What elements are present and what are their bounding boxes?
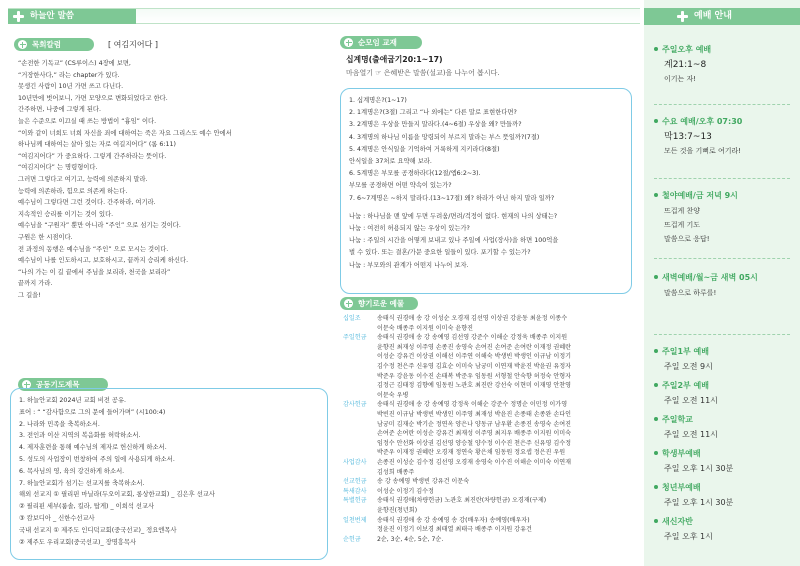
cell-reflection: 벌 수 있다. 또는 결혼/가문 중요한 일들이 있다. 포기할 수 있는가? bbox=[349, 249, 531, 257]
service-title bbox=[654, 448, 792, 460]
prayer-item: 5. 성도의 사업장이 번창하여 주의 일에 사용되게 하소서. bbox=[19, 455, 175, 463]
prayer-item: 7. 하늘안교회가 섬기는 선교지를 축복하소서. bbox=[19, 479, 145, 487]
service-time: 주일 오후 1시 bbox=[664, 531, 713, 541]
offering-row bbox=[343, 535, 443, 545]
prayer-box bbox=[10, 388, 328, 560]
cell-box bbox=[340, 88, 632, 294]
offering-names: 정윤진 이정기 이보경 최태열 최태극 배종주 이지원 강유건 bbox=[377, 526, 532, 534]
service-item bbox=[654, 516, 792, 542]
column-line: 간주하면, 나중에 그렇게 된다. bbox=[18, 106, 102, 114]
offering-names: 김정근 김태정 김향예 임동원 노관호 최진란 강선숙 이현미 이재영 안찬영 bbox=[377, 382, 572, 390]
service-title bbox=[654, 116, 792, 128]
service-scripture: 막13:7~13 bbox=[664, 131, 712, 142]
prayer-item: ② 제주도 우리교회(중국선교)_ 장명흥목사 bbox=[19, 538, 137, 546]
offering-row bbox=[343, 381, 571, 391]
offering-names: 2순, 3순, 4순, 5순, 7순. bbox=[377, 535, 444, 543]
column-line: 그 길을! bbox=[18, 291, 41, 299]
sidebar-divider bbox=[654, 334, 790, 335]
service-title-text: 수요 예배/오후 07:30 bbox=[662, 117, 743, 126]
service-time: 주일 오후 1시 30분 bbox=[664, 463, 734, 473]
bullet-icon bbox=[654, 383, 658, 387]
offering-category: 십일조 bbox=[343, 315, 361, 322]
column-line: 예수님이 나를 인도하시고, 보호하시고, 끝까지 승리케 하신다. bbox=[18, 257, 189, 265]
offering-row bbox=[343, 343, 571, 353]
offering-badge: 향기로운 예물 bbox=[340, 297, 418, 310]
offering-names: 이문숙 우병 bbox=[377, 391, 409, 399]
offering-row bbox=[343, 333, 567, 343]
bullet-icon bbox=[654, 519, 658, 523]
service-title-text: 주일오후 예배 bbox=[662, 45, 712, 54]
service-item bbox=[654, 380, 792, 406]
offering-names: 윤향진 최재성 이주영 손종진 송영숙 손여진 손여준 손여란 이재정 권혜란 bbox=[377, 343, 572, 351]
service-title-text: 주일1부 예배 bbox=[662, 347, 709, 356]
offering-row bbox=[343, 468, 414, 478]
service-scripture: 계21:1~8 bbox=[664, 59, 707, 70]
offering-category bbox=[343, 506, 377, 516]
column-line: 못생긴 사람이 10년 가면 쓰고 다닌다. bbox=[18, 83, 124, 91]
service-time: 주일 오전 11시 bbox=[664, 429, 718, 439]
sidebar-divider bbox=[654, 104, 790, 105]
offering-names: 송태식 권경애 송 강 송예영 송 강(배우자) 송예영(배우자) bbox=[377, 516, 530, 524]
cell-verse: 십계명(출애굽기20:1~17) bbox=[346, 55, 443, 64]
cell-reflection: 나눔 : 부모와의 관계가 어떤지 나누어 보자. bbox=[349, 261, 469, 269]
prayer-item: 3. 전인과 이산 지역의 복음화를 허락하소서. bbox=[19, 432, 141, 440]
offering-row bbox=[343, 420, 571, 430]
service-title-text: 주일2부 예배 bbox=[662, 381, 709, 390]
prayer-item: 4. 제자훈련을 통해 예수님의 제자로 헌신하게 하소서. bbox=[19, 444, 167, 452]
offering-category bbox=[343, 324, 377, 334]
offering-row bbox=[343, 439, 571, 449]
sidebar-header: 예배 안내 bbox=[644, 8, 800, 25]
prayer-badge: 공동기도제목 bbox=[18, 378, 108, 391]
prayer-item: 해외 선교지 ① 필리핀 마닐라(두오이교회, 롱상한교회) _ 김은후 선교사 bbox=[19, 491, 215, 499]
offering-category: 감사헌금 bbox=[343, 401, 367, 409]
offering-names: 손종진 이성순 김수정 김선영 오경재 송영숙 이수진 이해순 이미숙 이연재 bbox=[377, 459, 572, 466]
column-line: “여김지어다” 는 명령형이다. bbox=[18, 164, 98, 172]
cell-question: 6. 5계명은 부모를 공경하라다(12절/엡6:2~3). bbox=[349, 170, 481, 178]
offering-row bbox=[343, 372, 571, 382]
column-line: 전 과정의 동행은 예수님을 “주인” 으로 모시는 것이다. bbox=[18, 245, 169, 253]
service-title-text: 청년부예배 bbox=[662, 483, 701, 492]
offering-row bbox=[343, 448, 565, 458]
offering-names: 임정수 안선화 이상권 김선영 양승철 양수정 이수진 천은주 신유영 김수정 bbox=[377, 439, 572, 447]
column-line: 10년만에 벗어보니, 가면 모양으로 변화되었다고 한다. bbox=[18, 94, 168, 102]
offering-category bbox=[343, 420, 377, 430]
offering-row bbox=[343, 400, 567, 410]
offering-category bbox=[343, 381, 377, 391]
plus-circle-icon bbox=[344, 38, 353, 47]
offering-row bbox=[343, 525, 532, 535]
bullet-icon bbox=[654, 47, 658, 51]
sidebar-divider bbox=[654, 258, 790, 259]
bulletin-header bbox=[8, 8, 640, 24]
cell-question: 1. 십계명은?(1~17) bbox=[349, 97, 407, 104]
offering-category: 특별헌금 bbox=[343, 497, 367, 505]
cell-badge: 순모임 교재 bbox=[340, 36, 422, 49]
offering-category bbox=[343, 525, 377, 535]
cell-question: 2. 1계명은?(3절) 그리고 “나 외에는” 다른 말로 표현한다면? bbox=[349, 109, 517, 117]
offering-category: 사업감사 bbox=[343, 459, 367, 466]
service-line: 뜨겁게 기도 bbox=[664, 220, 701, 229]
bullet-icon bbox=[654, 349, 658, 353]
column-body bbox=[18, 58, 334, 301]
offering-row bbox=[343, 324, 473, 334]
service-title bbox=[654, 482, 792, 494]
service-item bbox=[654, 482, 792, 508]
service-title bbox=[654, 346, 792, 358]
offering-row bbox=[343, 506, 417, 516]
offering-category bbox=[343, 410, 377, 420]
worship-sidebar bbox=[644, 0, 800, 566]
offering-names: 송태식 권경애 송 강 이성순 오경재 김선영 이상권 강윤동 최윤정 이종수 bbox=[377, 315, 568, 322]
offering-category: 선교헌금 bbox=[343, 478, 367, 486]
service-sermon-title: 모든 것을 기뻐로 여기라! bbox=[664, 146, 742, 155]
service-item bbox=[654, 272, 792, 298]
service-title bbox=[654, 190, 792, 202]
offering-names: 송태식 권경애 송 강 송예영 김선영 강준수 이해순 강정욱 배종주 이지원 bbox=[377, 334, 568, 342]
offering-names: 박준우 이재정 권혜란 오경재 정연숙 황은채 임동원 정요셉 정은진 우원 bbox=[377, 449, 566, 457]
offering-names: 손여준 손여란 이성순 강유건 최재성 이주영 최지우 배종주 이지원 이미숙 bbox=[377, 430, 572, 438]
bullet-icon bbox=[654, 451, 658, 455]
service-title-text: 새신자반 bbox=[662, 517, 693, 526]
service-time: 주일 오전 11시 bbox=[664, 395, 718, 405]
column-line: 예수님을 “구원자” 뿐만 아니라 “주인” 으로 섬기는 것이다. bbox=[18, 222, 181, 230]
column-line: 그러면 그렇다고 여기고, 능력에 의존하지 말라. bbox=[18, 175, 148, 183]
offering-names: 김수정 천은주 신유영 김효순 이미숙 남궁미 이연재 박윤진 박윤권 유정자 bbox=[377, 363, 572, 370]
offering-names: 이성순 이정기 김수정 bbox=[377, 487, 434, 495]
cell-question: 부모를 공경하면 어떤 약속이 있는가? bbox=[349, 182, 452, 190]
column-line: “거장한사다,” 라는 chapter가 있다. bbox=[18, 71, 120, 79]
header-tab bbox=[8, 9, 136, 24]
offering-names: 김성희 배종주 bbox=[377, 468, 415, 476]
column-line: 하나님께 대하여는 살아 있는 자로 여길지어다” (롬 6:11) bbox=[18, 141, 176, 149]
offering-category bbox=[343, 429, 377, 439]
offering-category: 일천번제 bbox=[343, 516, 367, 524]
service-title-text: 주일학교 bbox=[662, 415, 693, 424]
service-line: 말씀으로 하루를! bbox=[664, 288, 717, 297]
column-line: 늘은 수준으로 이끄실 때 쓰는 방법이 “흉임” 이다. bbox=[18, 117, 157, 125]
service-line: 뜨겁게 찬양 bbox=[664, 206, 701, 215]
offering-names: 송태식 권경애(차량헌금) 노관호 최진란(차량헌금) 오경재(구제) bbox=[377, 497, 547, 505]
service-item bbox=[654, 346, 792, 372]
column-badge: 목회칼럼 bbox=[14, 38, 94, 51]
cell-question: 4. 3계명의 하나님 이름을 망령되이 부르지 말라는 부스 뜻일까?(7절) bbox=[349, 133, 540, 141]
offering-names: 남궁미 김재순 박기순 정연옥 양은나 양동규 남우환 손종진 송영숙 손여진 bbox=[377, 420, 572, 428]
service-title bbox=[654, 380, 792, 392]
offering-names: 이성순 강유건 이상권 이해선 이주연 이해숙 박생빈 박생인 이규남 이정기 bbox=[377, 353, 572, 361]
plus-icon bbox=[13, 11, 24, 22]
offering-row bbox=[343, 362, 571, 372]
offering-category bbox=[343, 448, 377, 458]
service-item bbox=[654, 190, 792, 244]
service-title bbox=[654, 516, 792, 528]
service-title bbox=[654, 272, 792, 284]
cell-question: 안식일을 37처로 요약해 보라. bbox=[349, 158, 432, 166]
bullet-icon bbox=[654, 275, 658, 279]
cell-question: 3. 2계명은 우상을 만들지 말라다.(4~6절) 우상을 왜? 만들까? bbox=[349, 121, 522, 129]
offering-row bbox=[343, 410, 571, 420]
column-line: 지속적인 승리를 이기는 것이 있다. bbox=[18, 210, 114, 218]
service-time: 주일 오후 1시 30분 bbox=[664, 497, 734, 507]
offering-category: 특새감사 bbox=[343, 487, 367, 495]
offering-row bbox=[343, 496, 546, 506]
offering-names: 이문숙 배종주 이지원 이미숙 윤향진 bbox=[377, 324, 474, 332]
bullet-icon bbox=[654, 417, 658, 421]
service-line: 말씀으로 응답! bbox=[664, 234, 710, 243]
plus-icon bbox=[677, 11, 688, 22]
sidebar-divider bbox=[654, 178, 790, 179]
bullet-icon bbox=[654, 119, 658, 123]
prayer-item: 6. 목사님의 영, 육의 강건하게 하소서. bbox=[19, 467, 125, 475]
offering-row bbox=[343, 314, 567, 324]
prayer-item: 표어 : “ “감사함으로 그의 문에 들어가며” (시100:4) bbox=[19, 408, 166, 416]
cell-subtitle: 마음열기 ☞ 은혜받은 말씀(설교)을 나누어 봅시다. bbox=[346, 69, 500, 77]
service-item bbox=[654, 448, 792, 474]
offering-names: 송 강 송예영 박생빈 강유건 이문숙 bbox=[377, 478, 470, 486]
offering-row bbox=[343, 487, 434, 497]
offering-category bbox=[343, 343, 377, 353]
service-title-text: 새벽예배/월~금 새벽 05시 bbox=[662, 273, 758, 282]
offering-category: 순헌금 bbox=[343, 535, 361, 543]
offering-category bbox=[343, 352, 377, 362]
offering-names: 박빈진 이규남 박생빈 박생인 이주영 최재성 박윤진 손종태 손종완 손다인 bbox=[377, 411, 572, 418]
column-line: 끝까지 가라. bbox=[18, 280, 53, 288]
offering-row bbox=[343, 352, 571, 362]
bullet-icon bbox=[654, 485, 658, 489]
cell-question: 5. 4계명은 안식일을 기억하여 거룩하게 지키라다(8절) bbox=[349, 145, 500, 153]
prayer-item: 1. 하늘안교회 2024년 교회 비전 공유. bbox=[19, 397, 127, 404]
column-line: “이와 같이 너희도 너희 자신을 죄에 대하여는 죽은 자요 그리스도 예수 안에서 bbox=[18, 129, 232, 137]
offering-category bbox=[343, 468, 377, 478]
column-line: “손전한 기독교” (CS루이스) 4장에 보면, bbox=[18, 60, 131, 67]
service-item bbox=[654, 414, 792, 440]
service-title bbox=[654, 44, 792, 56]
cell-reflection: 나눔 : 여전히 허용되지 않는 우상이 있는가? bbox=[349, 225, 470, 233]
offering-names: 윤향진(청년회) bbox=[377, 507, 418, 514]
column-line: 능력에 의존하라, 힘으로 의존케 하는다. bbox=[18, 187, 128, 195]
column-line: “여김지어다” 가 중요하다. 그렇게 간주하라는 뜻이다. bbox=[18, 152, 167, 160]
prayer-item: ② 필리핀 세부(룸솔, 킬라, 탑게) _ 이희석 선교사 bbox=[19, 503, 155, 511]
plus-circle-icon bbox=[18, 40, 27, 49]
column-title: [ 여김지어다 ] bbox=[108, 40, 158, 49]
service-title-text: 학생부예배 bbox=[662, 449, 701, 458]
offering-row bbox=[343, 516, 530, 526]
service-item bbox=[654, 116, 792, 156]
offering-category bbox=[343, 372, 377, 382]
prayer-item: 2. 나라와 민족을 축복하소서. bbox=[19, 420, 100, 428]
offering-row bbox=[343, 458, 571, 468]
offering-category bbox=[343, 391, 377, 401]
column-line: 예수님이 그렇다면 그런 것이다. 간주하라, 여기라. bbox=[18, 199, 156, 207]
column-line: 구원은 한 시점이다. bbox=[18, 233, 73, 241]
offering-category bbox=[343, 362, 377, 372]
header-title: 하늘안 말씀 bbox=[30, 11, 75, 21]
bullet-icon bbox=[654, 193, 658, 197]
column-line: “나의 가는 이 길 끝에서 주님을 보리라, 천국을 보리라” bbox=[18, 268, 171, 276]
offering-category bbox=[343, 439, 377, 449]
cell-reflection: 나눔 : 주일의 시간을 어떻게 보내고 있나 주일에 사업(장사)을 하면 100억을 bbox=[349, 237, 559, 245]
service-title bbox=[654, 414, 792, 426]
cell-question: 7. 6~7계명은 ~하지 말라다.(13~17절) 왜? 하라가 아닌 하지 말라 일까? bbox=[349, 194, 555, 202]
service-time: 주일 오전 9시 bbox=[664, 361, 713, 371]
offering-names: 박준우 강윤동 이수진 손태복 박준우 임동원 서형철 안숙향 허정숙 안형자 bbox=[377, 372, 572, 380]
offering-row bbox=[343, 477, 469, 487]
service-item bbox=[654, 44, 792, 84]
offering-category: 주일헌금 bbox=[343, 334, 367, 342]
plus-circle-icon bbox=[344, 299, 353, 308]
prayer-item: ③ 캄보디아 _ 신한수선교사 bbox=[19, 514, 95, 522]
offering-names: 송태식 권경애 송 강 송예영 강정욱 이해순 강준수 정명순 이민정 이가영 bbox=[377, 401, 568, 409]
prayer-item: 국내 선교지 ① 제주도 인디덕교회(중국선교)_ 정요엔목사 bbox=[19, 526, 177, 534]
service-sermon-title: 이기는 자! bbox=[664, 74, 697, 83]
offering-row bbox=[343, 391, 408, 401]
cell-reflection: 나눔 : 하나님을 맨 앞에 두면 두려움/면려/걱정이 없다. 현재의 나의 상태는? bbox=[349, 212, 558, 220]
offering-row bbox=[343, 429, 571, 439]
service-title-text: 철야예배/금 저녁 9시 bbox=[662, 191, 738, 200]
